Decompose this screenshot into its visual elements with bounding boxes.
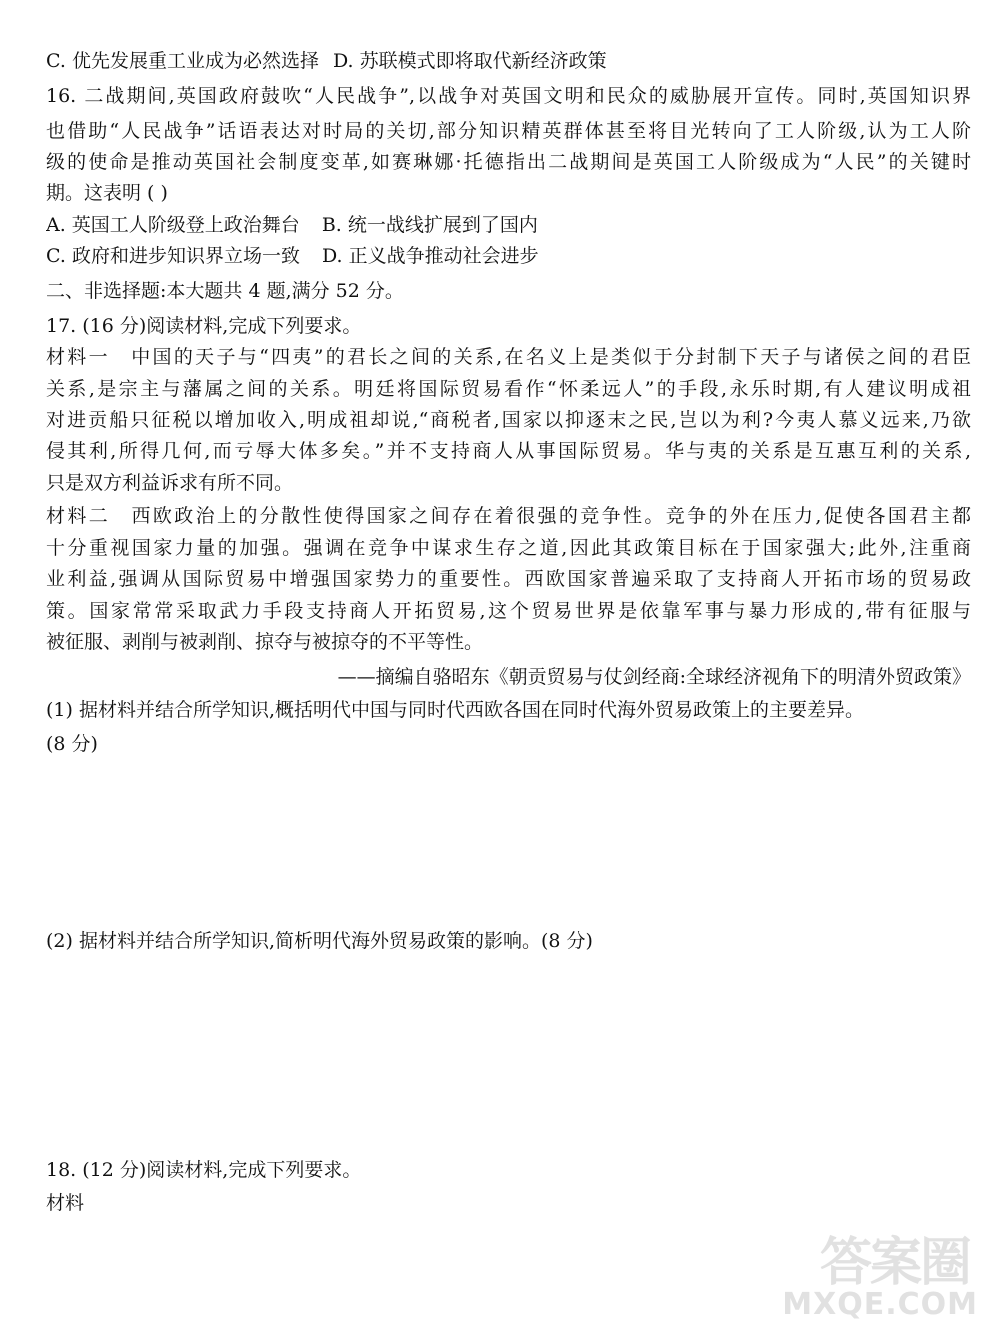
q16-option-c: C. 政府和进步知识界立场一致: [46, 245, 300, 267]
q17-material2-line-1: 材料二 西欧政治上的分散性使得国家之间存在着很强的竞争性。竞争的外在压力,促使各国君主都: [46, 505, 971, 527]
watermark: [778, 1214, 978, 1324]
q16-stem-line-3: 级的使命是推动英国社会制度变革,如赛琳娜·托德指出二战期间是英国工人阶级成为“人民”的关键时: [46, 151, 971, 173]
q17-material2-line-3: 业利益,强调从国际贸易中增强国家势力的重要性。西欧国家普遍采取了支持商人开拓市场的贸易政: [46, 568, 971, 590]
q16-stem-line-2: 也借助“人民战争”话语表达对时局的关切,部分知识精英群体甚至将目光转向了工人阶级,认为工人阶: [46, 120, 971, 142]
q17-sub2: (2) 据材料并结合所学知识,简析明代海外贸易政策的影响。(8 分): [46, 930, 593, 952]
q16-option-b: B. 统一战线扩展到了国内: [321, 214, 538, 236]
q17-material2-line-2: 十分重视国家力量的加强。强调在竞争中谋求生存之道,因此其政策目标在于国家强大;此外,注重商: [46, 537, 971, 559]
q17-material1-line-2: 关系,是宗主与藩属之间的关系。明廷将国际贸易看作“怀柔远人”的手段,永乐时期,有人建议明成祖: [46, 378, 971, 400]
q16-stem-line-1: 16. 二战期间,英国政府鼓吹“人民战争”,以战争对英国文明和民众的威胁展开宣传。同时,英国知识界: [46, 85, 971, 107]
q15-option-d: D. 苏联模式即将取代新经济政策: [332, 50, 607, 72]
q15-option-c: C. 优先发展重工业成为必然选择: [46, 50, 319, 72]
q17-material1-line-3: 对进贡船只征税以增加收入,明成祖却说,“商税者,国家以抑逐末之民,岂以为利?今夷人慕义远来,乃欲: [46, 409, 971, 431]
q16-options-cd: [46, 243, 971, 269]
q17-material2-line-4: 策。国家常常采取武力手段支持商人开拓贸易,这个贸易世界是依靠军事与暴力形成的,带有征服与: [46, 600, 971, 622]
watermark-logo: 答案圈: [819, 1233, 970, 1293]
q16-option-a: A. 英国工人阶级登上政治舞台: [46, 214, 300, 236]
q17-material1-line-5: 只是双方利益诉求有所不同。: [46, 472, 294, 494]
section-2-heading: 二、非选择题:本大题共 4 题,满分 52 分。: [46, 280, 404, 302]
q16-options-ab: [46, 212, 971, 238]
q18-title: 18. (12 分)阅读材料,完成下列要求。: [46, 1159, 362, 1181]
q18-material-label: 材料: [46, 1192, 85, 1214]
q15-options-cd: [46, 48, 971, 74]
q17-source-citation: ——摘编自骆昭东《朝贡贸易与仗剑经商:全球经济视角下的明清外贸政策》: [337, 666, 971, 688]
q17-sub1-line-2: (8 分): [46, 733, 98, 755]
q16-stem-line-4: 期。这表明 ( ): [46, 182, 168, 204]
q17-material2-line-5: 被征服、剥削与被剥削、掠夺与被掠夺的不平等性。: [46, 631, 484, 653]
q17-sub1-line-1: (1) 据材料并结合所学知识,概括明代中国与同时代西欧各国在同时代海外贸易政策上的主要差异。: [46, 699, 864, 721]
watermark-url: MXQE.COM: [782, 1287, 978, 1322]
q17-material1-line-1: 材料一 中国的天子与“四夷”的君长之间的关系,在名义上是类似于分封制下天子与诸侯之间的君臣: [46, 346, 971, 368]
q16-option-d: D. 正义战争推动社会进步: [321, 245, 539, 267]
q17-material1-line-4: 侵其利,所得几何,而亏辱大体多矣。”并不支持商人从事国际贸易。华与夷的关系是互惠互利的关系,: [46, 440, 971, 462]
q17-title: 17. (16 分)阅读材料,完成下列要求。: [46, 315, 362, 337]
